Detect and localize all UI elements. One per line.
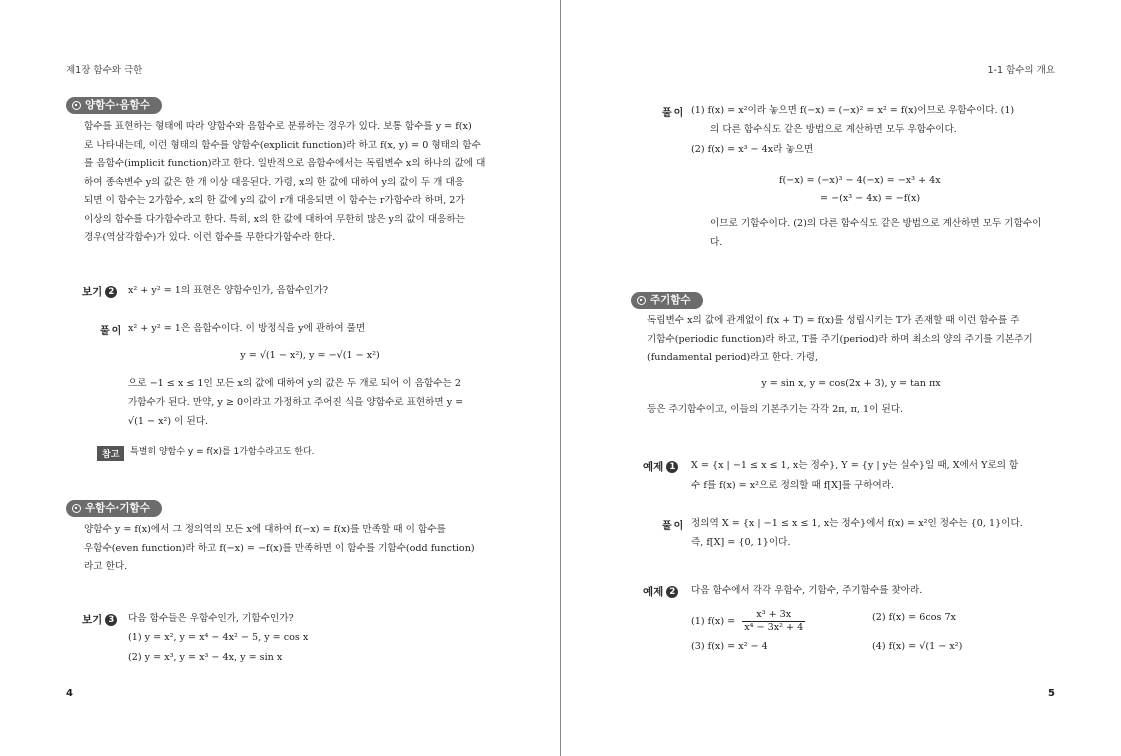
example-tag-yeje-2 — [643, 584, 678, 599]
section-bullet-icon — [637, 296, 646, 305]
tag-text: 보기 — [82, 286, 103, 298]
example-tag-bogi-2 — [82, 284, 117, 299]
text-line: 이상의 함수를 다가함수라고 한다. 특히, x의 한 값에 대하여 무한히 많은 y의 값이 대응하는 — [84, 213, 465, 225]
note-label: 참고 — [97, 446, 124, 461]
solution-line: √(1 − x²) 이 된다. — [128, 416, 209, 427]
text-line: 함수를 표현하는 형태에 따라 양함수와 음함수로 분류하는 경우가 있다. 보통 함수를 y = f(x) — [84, 121, 472, 132]
solution-line: 으로 −1 ≤ x ≤ 1인 모든 x의 값에 대하여 y의 값은 두 개로 되어 이 음함수는 2 — [128, 378, 461, 389]
example-item-1 — [691, 609, 805, 634]
solution-line: 즉, f[X] = {0, 1}이다. — [691, 537, 791, 548]
example-line: 수 f를 f(x) = x²으로 정의할 때 f[X]를 구하여라. — [691, 480, 895, 491]
text-line: 라고 한다. — [84, 561, 128, 572]
solution-line: (2) f(x) = x³ − 4x라 놓으면 — [691, 144, 814, 155]
section-bullet-icon — [72, 101, 81, 110]
section-title: 우함수·기함수 — [85, 502, 150, 514]
text-line: 양함수 y = f(x)에서 그 정의역의 모든 x에 대하여 f(−x) = f(x)를 만족할 때 이 함수를 — [84, 524, 446, 535]
section-bullet-icon — [72, 504, 81, 513]
paragraph-even-odd — [84, 521, 492, 577]
text-line: 우함수(even function)라 하고 f(−x) = −f(x)를 만족하면 이 함수를 기함수(odd function) — [84, 542, 475, 554]
fraction-denominator: x⁴ − 3x² + 4 — [744, 622, 804, 633]
text-line: 되면 이 함수는 2가함수, x의 한 값에 y의 값이 r개 대응되면 이 함수는 r가함수라 하며, 2가 — [84, 195, 465, 206]
example-item: (1) y = x², y = x⁴ − 4x² − 5, y = cos x — [128, 632, 309, 643]
example-tag-bogi-3 — [82, 612, 117, 627]
running-head-right: 1-1 함수의 개요 — [987, 65, 1055, 76]
solution-line: 이므로 기함수이다. (2)의 다른 함수식도 같은 방법으로 계산하면 모두 기함수이 — [710, 218, 1042, 229]
section-title: 양함수·음함수 — [85, 99, 150, 111]
solution-line: 의 다른 함수식도 같은 방법으로 계산하면 모두 우함수이다. — [710, 124, 957, 135]
tag-text: 보기 — [82, 614, 103, 626]
paragraph-periodic — [647, 312, 1055, 368]
right-page — [561, 0, 1121, 756]
text-line: 하여 종속변수 y의 값은 한 개 이상 대응된다. 가령, x의 한 값에 대하여 y의 값이 두 개 대응 — [84, 176, 465, 188]
example-item-4: (4) f(x) = √(1 − x²) — [872, 641, 963, 652]
solution-line: 정의역 X = {x | −1 ≤ x ≤ 1, x는 정수}에서 f(x) = x²인 정수는 {0, 1}이다. — [691, 518, 1023, 529]
text-line: 경우(역삼각함수)가 있다. 이런 함수를 무한다가함수라 한다. — [84, 232, 336, 243]
page-number-right: 5 — [1048, 688, 1055, 699]
solution-label: 풀이 — [662, 521, 686, 532]
example-question: x² + y² = 1의 표현은 양함수인가, 음함수인가? — [128, 285, 328, 296]
example-item-2: (2) f(x) = 6cos 7x — [872, 612, 956, 623]
example-line: 다음 함수에서 각각 우함수, 기함수, 주기함수를 찾아라. — [691, 585, 923, 596]
example-tag-yeje-1 — [643, 459, 678, 474]
example-item: (2) y = x³, y = x³ − 4x, y = sin x — [128, 652, 283, 663]
solution-label: 풀이 — [100, 326, 124, 337]
text-line: (fundamental period)라고 한다. 가령, — [647, 352, 819, 363]
text-line: 를 음함수(implicit function)라고 한다. 일반적으로 음함수에서는 독립변수 x의 하나의 값에 대 — [84, 158, 486, 169]
solution-equation: y = √(1 − x²), y = −√(1 − x²) — [240, 350, 380, 361]
solution-line: x² + y² = 1은 음함수이다. 이 방정식을 y에 관하여 풀면 — [128, 323, 366, 334]
text-line: 등은 주기함수이고, 이들의 기본주기는 각각 2π, π, 1이 된다. — [647, 404, 904, 415]
tag-number: 1 — [666, 461, 678, 473]
fraction-numerator: x³ + 3x — [742, 609, 805, 622]
tag-number: 2 — [105, 286, 117, 298]
page-number-left: 4 — [66, 688, 73, 699]
note-text: 특별히 양함수 y = f(x)를 1가함수라고도 한다. — [130, 447, 315, 457]
paragraph-explicit-implicit — [84, 118, 492, 248]
example-line: X = {x | −1 ≤ x ≤ 1, x는 정수}, Y = {y | y는 실수}일 때, X에서 Y로의 함 — [691, 460, 1019, 471]
section-label-periodic — [631, 292, 703, 309]
solution-line: 다. — [710, 237, 723, 248]
tag-text: 예제 — [643, 586, 664, 598]
text-line: 로 나타내는데, 이런 형태의 함수를 양함수(explicit function)라 하고 f(x, y) = 0 형태의 함수 — [84, 139, 481, 151]
item-prefix: (1) f(x) = — [691, 616, 736, 627]
periodic-equation: y = sin x, y = cos(2x + 3), y = tan πx — [761, 378, 941, 389]
solution-label: 풀이 — [662, 108, 686, 119]
solution-equation: = −(x³ − 4x) = −f(x) — [820, 193, 921, 204]
fraction — [742, 609, 805, 634]
solution-line: 가함수가 된다. 만약, y ≥ 0이라고 가정하고 주어진 식을 양함수로 표현하면 y = — [128, 397, 464, 408]
text-line: 기함수(periodic function)라 하고, T를 주기(period)라 하며 최소의 양의 주기를 기본주기 — [647, 333, 1033, 345]
tag-text: 예제 — [643, 461, 664, 473]
solution-equation: f(−x) = (−x)³ − 4(−x) = −x³ + 4x — [779, 175, 941, 186]
example-question: 다음 함수들은 우함수인가, 기함수인가? — [128, 613, 294, 624]
example-item-3: (3) f(x) = x² − 4 — [691, 641, 768, 652]
tag-number: 3 — [105, 614, 117, 626]
running-head-left: 제1장 함수와 극한 — [66, 65, 143, 76]
section-title: 주기함수 — [650, 294, 691, 306]
section-label-explicit-implicit — [66, 97, 162, 114]
tag-number: 2 — [666, 586, 678, 598]
section-label-even-odd — [66, 500, 162, 517]
left-page — [0, 0, 560, 756]
solution-line: (1) f(x) = x²이라 놓으면 f(−x) = (−x)² = x² = f(x)이므로 우함수이다. (1) — [691, 105, 1015, 116]
text-line: 독립변수 x의 값에 관계없이 f(x + T) = f(x)를 성립시키는 T가 존재할 때 이런 함수를 주 — [647, 315, 1020, 326]
